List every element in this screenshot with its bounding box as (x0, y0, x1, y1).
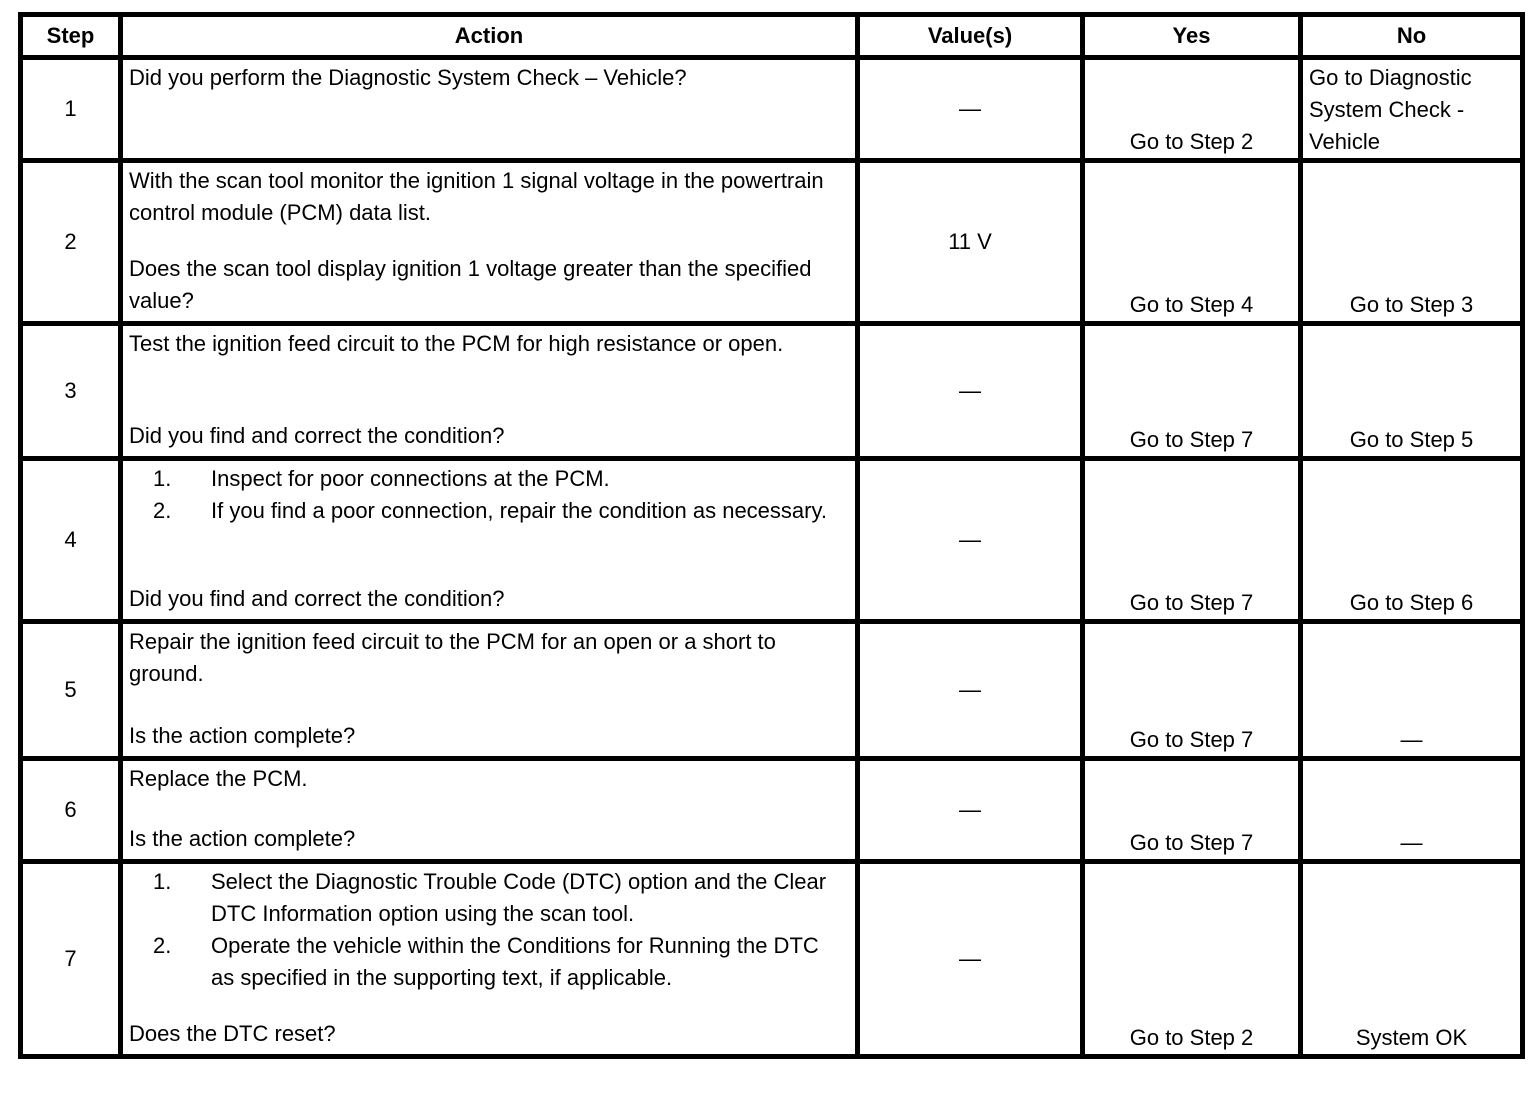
action-question: Did you find and correct the condition? (129, 423, 505, 448)
action-cell (121, 459, 858, 622)
list-item-number: 2. (153, 933, 172, 958)
action-text: With the scan tool monitor the ignition 1 signal voltage in the powertrain control module (PCM) data list. (129, 168, 824, 225)
header-no: No (1301, 15, 1523, 58)
value-cell: — (858, 324, 1083, 459)
list-item-number: 2. (153, 498, 172, 523)
no-cell: — (1301, 622, 1523, 759)
action-question: Does the scan tool display ignition 1 voltage greater than the specified value? (129, 256, 812, 313)
yes-cell: Go to Step 2 (1083, 862, 1301, 1057)
list-item (129, 866, 843, 930)
value-cell: — (858, 58, 1083, 161)
action-cell (121, 324, 858, 459)
list-item-text: Select the Diagnostic Trouble Code (DTC) option and the Clear DTC Information option using the scan tool. (211, 869, 827, 926)
no-cell: System OK (1301, 862, 1523, 1057)
action-text: Repair the ignition feed circuit to the PCM for an open or a short to ground. (129, 629, 776, 686)
list-item-number: 1. (153, 466, 172, 491)
step-number: 1 (21, 58, 121, 161)
step-number: 7 (21, 862, 121, 1057)
list-item-text: Operate the vehicle within the Conditions for Running the DTC as specified in the supporting text, if applicable. (211, 933, 819, 990)
table-row-step-2 (21, 161, 1523, 324)
table-row-step-1 (21, 58, 1523, 161)
action-cell (121, 862, 858, 1057)
diagnostic-procedure-table (18, 12, 1525, 1059)
list-item (129, 495, 843, 527)
table-row-step-6 (21, 759, 1523, 862)
list-item-number: 1. (153, 869, 172, 894)
yes-cell: Go to Step 7 (1083, 759, 1301, 862)
header-action: Action (121, 15, 858, 58)
no-cell: Go to Step 5 (1301, 324, 1523, 459)
action-cell (121, 759, 858, 862)
step-number: 6 (21, 759, 121, 862)
action-question: Is the action complete? (129, 723, 356, 748)
no-cell: Go to Diagnostic System Check - Vehicle (1301, 58, 1523, 161)
yes-cell: Go to Step 4 (1083, 161, 1301, 324)
list-item-text: If you find a poor connection, repair the condition as necessary. (211, 498, 827, 523)
table-row-step-4 (21, 459, 1523, 622)
action-text: Replace the PCM. (129, 766, 308, 791)
table-row-step-5 (21, 622, 1523, 759)
yes-cell: Go to Step 7 (1083, 324, 1301, 459)
header-yes: Yes (1083, 15, 1301, 58)
value-cell: — (858, 459, 1083, 622)
action-cell (121, 161, 858, 324)
value-cell: — (858, 622, 1083, 759)
action-text: Did you perform the Diagnostic System Check – Vehicle? (129, 65, 687, 90)
no-cell: Go to Step 3 (1301, 161, 1523, 324)
action-question: Does the DTC reset? (129, 1021, 336, 1046)
list-item (129, 930, 843, 994)
yes-cell: Go to Step 7 (1083, 459, 1301, 622)
value-cell: 11 V (858, 161, 1083, 324)
action-question: Is the action complete? (129, 826, 356, 851)
table-row-step-3 (21, 324, 1523, 459)
value-cell: — (858, 862, 1083, 1057)
value-cell: — (858, 759, 1083, 862)
no-cell: — (1301, 759, 1523, 862)
no-cell: Go to Step 6 (1301, 459, 1523, 622)
header-values: Value(s) (858, 15, 1083, 58)
header-step: Step (21, 15, 121, 58)
list-item (129, 463, 843, 495)
step-number: 3 (21, 324, 121, 459)
step-number: 5 (21, 622, 121, 759)
yes-cell: Go to Step 2 (1083, 58, 1301, 161)
action-cell (121, 622, 858, 759)
action-text: Test the ignition feed circuit to the PCM for high resistance or open. (129, 331, 784, 356)
table-row-step-7 (21, 862, 1523, 1057)
header-row (21, 15, 1523, 58)
step-number: 2 (21, 161, 121, 324)
yes-cell: Go to Step 7 (1083, 622, 1301, 759)
action-cell (121, 58, 858, 161)
step-number: 4 (21, 459, 121, 622)
action-question: Did you find and correct the condition? (129, 586, 505, 611)
list-item-text: Inspect for poor connections at the PCM. (211, 466, 610, 491)
